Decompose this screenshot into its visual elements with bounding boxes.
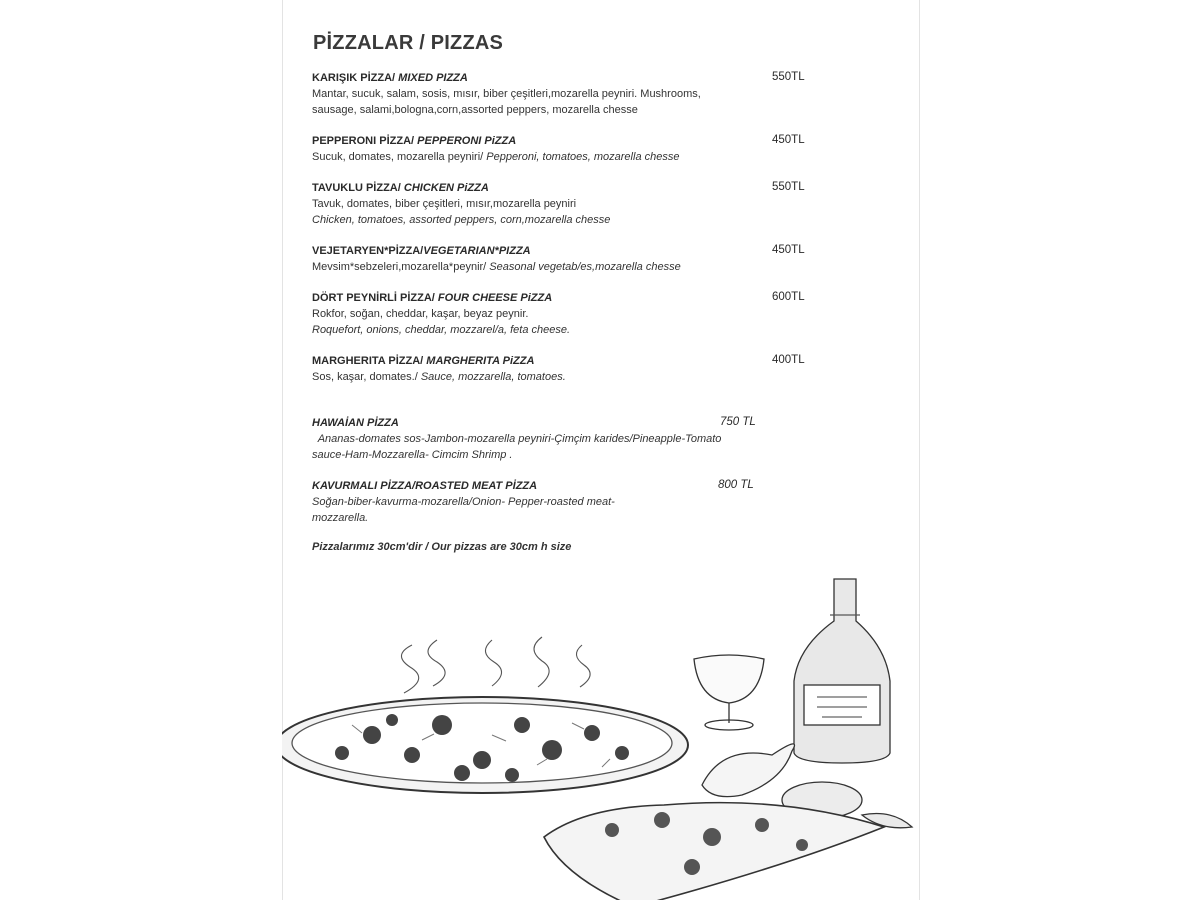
menu-item-mixed-pizza xyxy=(312,70,812,118)
item-price: 800 TL xyxy=(718,479,754,491)
item-price: 450TL xyxy=(772,244,805,256)
item-description: Roquefort, onions, cheddar, mozzarel/a, feta cheese. xyxy=(312,324,571,336)
item-name: KAVURMALI PİZZA/ROASTED MEAT PİZZA xyxy=(312,480,538,492)
item-price: 600TL xyxy=(772,291,805,303)
item-name: HAWAİAN PİZZA xyxy=(312,417,399,429)
item-name: MARGHERITA PİZZA/ MARGHERITA PiZZA xyxy=(312,355,535,367)
menu-item-pepperoni-pizza xyxy=(312,133,812,165)
page-title: PİZZALAR / PIZZAS xyxy=(313,32,504,54)
item-name: VEJETARYEN*PİZZA/VEGETARIAN*PIZZA xyxy=(312,245,531,257)
item-description: mozzarella. xyxy=(312,512,369,524)
item-price: 550TL xyxy=(772,181,805,193)
item-description: Soğan-biber-kavurma-mozarella/Onion- Pepper-roasted meat- xyxy=(312,496,615,508)
item-description: Sucuk, domates, mozarella peyniri/ Pepperoni, tomatoes, mozarella chesse xyxy=(312,151,680,163)
item-name: PEPPERONI PİZZA/ PEPPERONI PiZZA xyxy=(312,135,517,147)
item-description: Mantar, sucuk, salam, sosis, mısır, biber çeşitleri,mozarella peyniri. Mushrooms, xyxy=(312,88,701,100)
item-description: Mevsim*sebzeleri,mozarella*peynir/ Seasonal vegetab/es,mozarella chesse xyxy=(312,261,681,273)
pizza-icon xyxy=(282,697,688,793)
size-note: Pizzalarımız 30cm'dir / Our pizzas are 30cm h size xyxy=(312,541,572,553)
wine-glass-icon xyxy=(694,655,764,730)
item-description: sausage, salami,bologna,corn,assorted peppers, mozarella chesse xyxy=(312,104,638,116)
item-name: DÖRT PEYNİRLİ PİZZA/ FOUR CHEESE PiZZA xyxy=(312,292,553,304)
menu-item-four-cheese-pizza xyxy=(312,290,812,338)
item-name: TAVUKLU PİZZA/ CHICKEN PiZZA xyxy=(312,182,489,194)
menu-item-vegetarian-pizza xyxy=(312,243,812,275)
item-name: KARIŞIK PİZZA/ MIXED PIZZA xyxy=(312,72,468,84)
item-price: 450TL xyxy=(772,134,805,146)
menu-item-margherita-pizza xyxy=(312,353,812,385)
pizza-slice-icon xyxy=(544,803,884,900)
item-price: 750 TL xyxy=(720,416,756,428)
item-description: Tavuk, domates, biber çeşitleri, mısır,mozarella peyniri xyxy=(312,198,577,210)
item-description: Rokfor, soğan, cheddar, kaşar, beyaz peynir. xyxy=(312,308,529,320)
item-price: 550TL xyxy=(772,71,805,83)
menu-item-hawaiian-pizza xyxy=(312,415,762,463)
item-description: Ananas-domates sos-Jambon-mozarella peyniri-Çimçim karides/Pineapple-Tomato xyxy=(312,433,722,445)
menu-item-chicken-pizza xyxy=(312,180,812,228)
item-description: Sos, kaşar, domates./ Sauce, mozzarella, tomatoes. xyxy=(312,371,566,383)
steam-lines xyxy=(401,637,590,693)
pizza-wine-illustration xyxy=(282,575,918,900)
menu-item-roasted-meat-pizza xyxy=(312,478,762,526)
item-price: 400TL xyxy=(772,354,805,366)
item-description: Chicken, tomatoes, assorted peppers, corn,mozarella chesse xyxy=(312,214,611,226)
item-description: sauce-Ham-Mozzarella- Cimcim Shrimp . xyxy=(312,449,513,461)
wine-bottle-icon xyxy=(794,579,890,763)
